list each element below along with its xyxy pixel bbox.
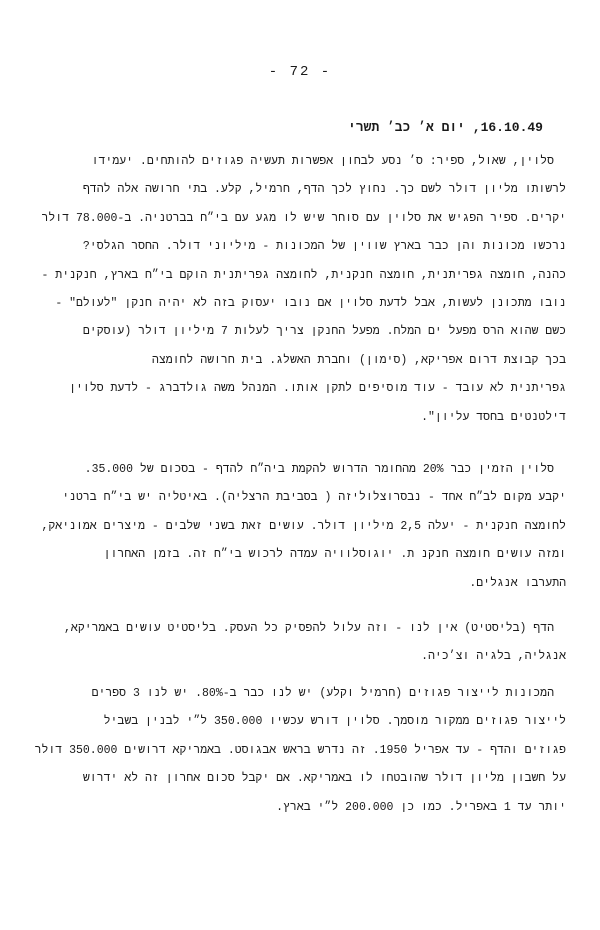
paragraph-1 [34,148,566,432]
page-number: - 72 - [268,64,332,80]
paragraph-line: על חשבון מליון דולר שהובטחו לו באמריקא. אם יקבל סכום אחרון זה לא ידרוש [82,772,566,786]
paragraph-line: ומזה עושים חומצה חנקנ ת. יוגוסלוויה עמדה לרכוש בי״ח זה. בזמן האחרון [103,548,566,562]
paragraph-line: נרכשו מכונות והן כבר בארץ שווין של המכונות - מיליוני דולר. החסר הגלסי? [82,240,566,254]
paragraph-line: סלוין, שאול, ספיר: ס׳ נסע לבחון אפשרות תעשיה פגוזים להותחים. יעמידו [91,155,554,168]
paragraph-line: לייצור פגוזים ממקור מוסמך. סלוין דורש עכשיו 350.000 ל״י לבנין בשביל [103,715,566,729]
paragraph-line: נובו מתכונן לעשות, אבל לדעת סלוין אם נובו יעסוק בזה לא יהיה חנקן "לעולם" - [55,296,566,310]
paragraph-line: גפריתנית לא עובד - עוד מוסיפים לתקן אותו. המנהל משה גולדברג - לדעת סלוין [69,382,566,396]
paragraph-line: יותר עד 1 באפריל. כמו כן 200.000 ל״י בארץ. [276,800,566,814]
paragraph-line: סלוין הזמין כבר 20% מהחומר הדרוש להקמת ביה״ח להדף - בסכום של 35.000. [84,463,554,476]
paragraph-line: יקבע מקום לב״ח אחד - נבסרוצלוליזה ( בסביבת הרצליה). באיטליה יש בי״ח ברטני [62,491,566,505]
paragraph-line: כהנה, חומצה גפריתנית, חומצה חנקנית, לחומצה גפריתנית הוקם בי״ח בארץ, חנקנית - [41,268,566,282]
paragraph-line: יקרים. ספיר הפגיש את סלוין עם סוחר שיש לו מגע עם בי״ח בברטניה. ב-78.000 דולר [41,211,566,225]
paragraph-line: פגוזים והדף - עד אפריל 1950. זה נדרש בראש אבגוסט. באמריקא דרושים 350.000 דולר [34,743,566,757]
paragraph-line: כשם שהוא הרס מפעל ים המלח. מפעל החנקן צריך לעלות 7 מיליון דולר (עוסקים [82,325,566,339]
paragraph-line: לרשותו מליון דולר לשם כך. נחוץ לכך הדף, חרמיל, קלע. בתי חרושה אלה להדף [82,183,566,197]
paragraph-4 [34,680,566,822]
paragraph-line: אנגליה, בלגיה וצ׳כיה. [421,650,566,664]
paragraph-2 [34,456,566,598]
paragraph-3 [34,615,566,672]
entry-date-heading: 16.10.49, יום א׳ כב׳ תשרי [347,120,543,135]
paragraph-line: הדף (בליסטיט) אין לנו - וזה עלול להפסיק כל העסק. בליסטיט עושים באמריקא, [64,622,554,635]
paragraph-line: דילטנטים בחסד עליון". [421,410,566,424]
paragraph-line: לחומצה חנקנית - יעלה 2,5 מיליון דולר. עושים זאת בשני שלבים - מיצרים אמוניאק, [41,519,566,533]
paragraph-line: המכונות לייצור פגוזים (חרמיל וקלע) יש לנו כבר ב-80%. יש לנו 3 ספרים [91,687,554,700]
paragraph-line: התערבו אנגלים. [469,576,566,590]
paragraph-line: בכך קבוצת דרום אפריקא, (סימון) וחברת האשלג. בית חרושה לחומצה [151,353,566,367]
